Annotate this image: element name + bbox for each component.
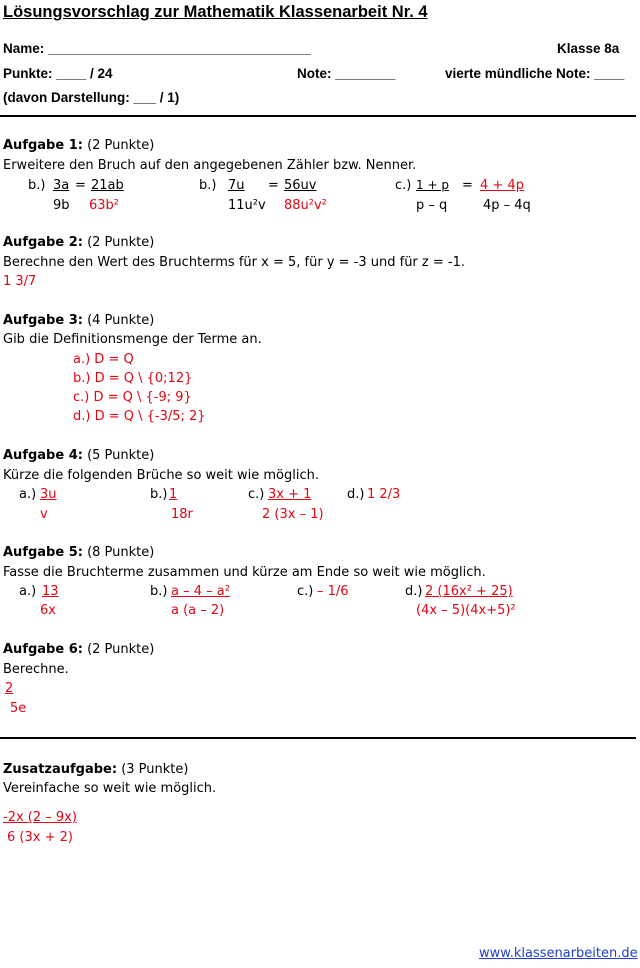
- task1-b2-numerator: 7u: [228, 178, 245, 193]
- task4-b-denominator: 18r: [171, 507, 193, 522]
- grade-field: Note: ________: [297, 66, 396, 81]
- task4-d-answer: 1 2/3: [367, 487, 401, 502]
- task1-c-denominator2: 4p – 4q: [483, 198, 531, 213]
- page-title: Lösungsvorschlag zur Mathematik Klassenarbeit Nr. 4: [3, 3, 428, 21]
- task4-c-numerator: 3x + 1: [268, 487, 312, 502]
- bonus-denominator: 6 (3x + 2): [7, 830, 73, 845]
- task5-b-denominator: a (a – 2): [171, 603, 225, 618]
- task3-answer-a: a.) D = Q: [73, 352, 134, 367]
- task1-b1-equals: =: [75, 178, 86, 193]
- task1-c-equals: =: [462, 178, 473, 193]
- task6-denominator: 5e: [10, 701, 27, 716]
- task5-instruction: Fasse die Bruchterme zusammen und kürze am Ende so weit wie möglich.: [3, 565, 486, 580]
- task1-c-answer: 4 + 4p: [480, 178, 524, 193]
- task5-d-denominator: (4x – 5)(4x+5)²: [416, 603, 516, 618]
- task1-b2-denominator: 11u²v: [228, 198, 266, 213]
- task4-d-label: d.): [347, 487, 365, 502]
- task5-d-numerator: 2 (16x² + 25): [425, 584, 513, 599]
- task5-d-label: d.): [405, 584, 423, 599]
- task1-c-denominator: p – q: [416, 198, 448, 213]
- task5-b-numerator: a – 4 – a²: [171, 584, 230, 599]
- task1-c-label: c.): [395, 178, 412, 193]
- task2-answer: 1 3/7: [3, 274, 37, 289]
- task5-a-numerator: 13: [42, 584, 59, 599]
- task5-a-denominator: 6x: [40, 603, 56, 618]
- task5-heading: Aufgabe 5: (8 Punkte): [3, 545, 155, 560]
- oral-grade-field: vierte mündliche Note: ____: [445, 66, 625, 81]
- task1-b2-numerator2: 56uv: [284, 178, 317, 193]
- class-label: Klasse 8a: [557, 41, 620, 56]
- task2-instruction: Berechne den Wert des Bruchterms für x = 5, für y = -3 und für z = -1.: [3, 255, 465, 270]
- task6-instruction: Berechne.: [3, 662, 69, 677]
- task4-heading: Aufgabe 4: (5 Punkte): [3, 448, 155, 463]
- bonus-heading: Zusatzaufgabe: (3 Punkte): [3, 762, 189, 777]
- task4-b-numerator: 1: [169, 487, 178, 502]
- task4-a-label: a.): [19, 487, 37, 502]
- task1-b1-answer: 63b²: [89, 198, 120, 213]
- task4-a-numerator: 3u: [40, 487, 57, 502]
- task4-instruction: Kürze die folgenden Brüche so weit wie möglich.: [3, 468, 319, 483]
- points-field: Punkte: ____ / 24: [3, 66, 113, 81]
- task1-b1-denominator: 9b: [53, 198, 70, 213]
- task6-heading: Aufgabe 6: (2 Punkte): [3, 642, 155, 657]
- task1-b2-equals: =: [268, 178, 279, 193]
- task4-a-denominator: v: [40, 507, 48, 522]
- bonus-numerator: -2x (2 – 9x): [3, 810, 77, 825]
- task3-heading: Aufgabe 3: (4 Punkte): [3, 313, 155, 328]
- task1-b2-label: b.): [199, 178, 217, 193]
- task1-c-numerator: 1 + p: [416, 178, 449, 192]
- task3-answer-b: b.) D = Q \ {0;12}: [73, 371, 193, 386]
- task5-a-label: a.): [19, 584, 37, 599]
- website-link[interactable]: www.klassenarbeiten.de: [479, 946, 638, 961]
- task4-c-denominator: 2 (3x – 1): [262, 507, 324, 522]
- task1-b1-numerator: 3a: [53, 178, 70, 193]
- task6-numerator: 2: [5, 681, 14, 696]
- task1-heading: Aufgabe 1: (2 Punkte): [3, 138, 155, 153]
- name-field: Name: ___________________________________: [3, 41, 311, 56]
- section-divider: [0, 737, 636, 739]
- task1-instruction: Erweitere den Bruch auf den angegebenen Zähler bzw. Nenner.: [3, 158, 417, 173]
- task5-c-answer: – 1/6: [317, 584, 349, 599]
- task1-b1-label: b.): [28, 178, 46, 193]
- task4-b-label: b.): [150, 487, 168, 502]
- header-divider: [0, 115, 636, 117]
- task3-answer-c: c.) D = Q \ {-9; 9}: [73, 390, 192, 405]
- task3-instruction: Gib die Definitionsmenge der Terme an.: [3, 332, 262, 347]
- task4-c-label: c.): [248, 487, 265, 502]
- task2-heading: Aufgabe 2: (2 Punkte): [3, 235, 155, 250]
- task3-answer-d: d.) D = Q \ {-3/5; 2}: [73, 409, 206, 424]
- bonus-instruction: Vereinfache so weit wie möglich.: [3, 781, 217, 796]
- task5-c-label: c.): [297, 584, 314, 599]
- task1-b2-answer: 88u²v²: [284, 198, 327, 213]
- task5-b-label: b.): [150, 584, 168, 599]
- presentation-field: (davon Darstellung: ___ / 1): [3, 90, 180, 105]
- task1-b1-numerator2: 21ab: [91, 178, 124, 193]
